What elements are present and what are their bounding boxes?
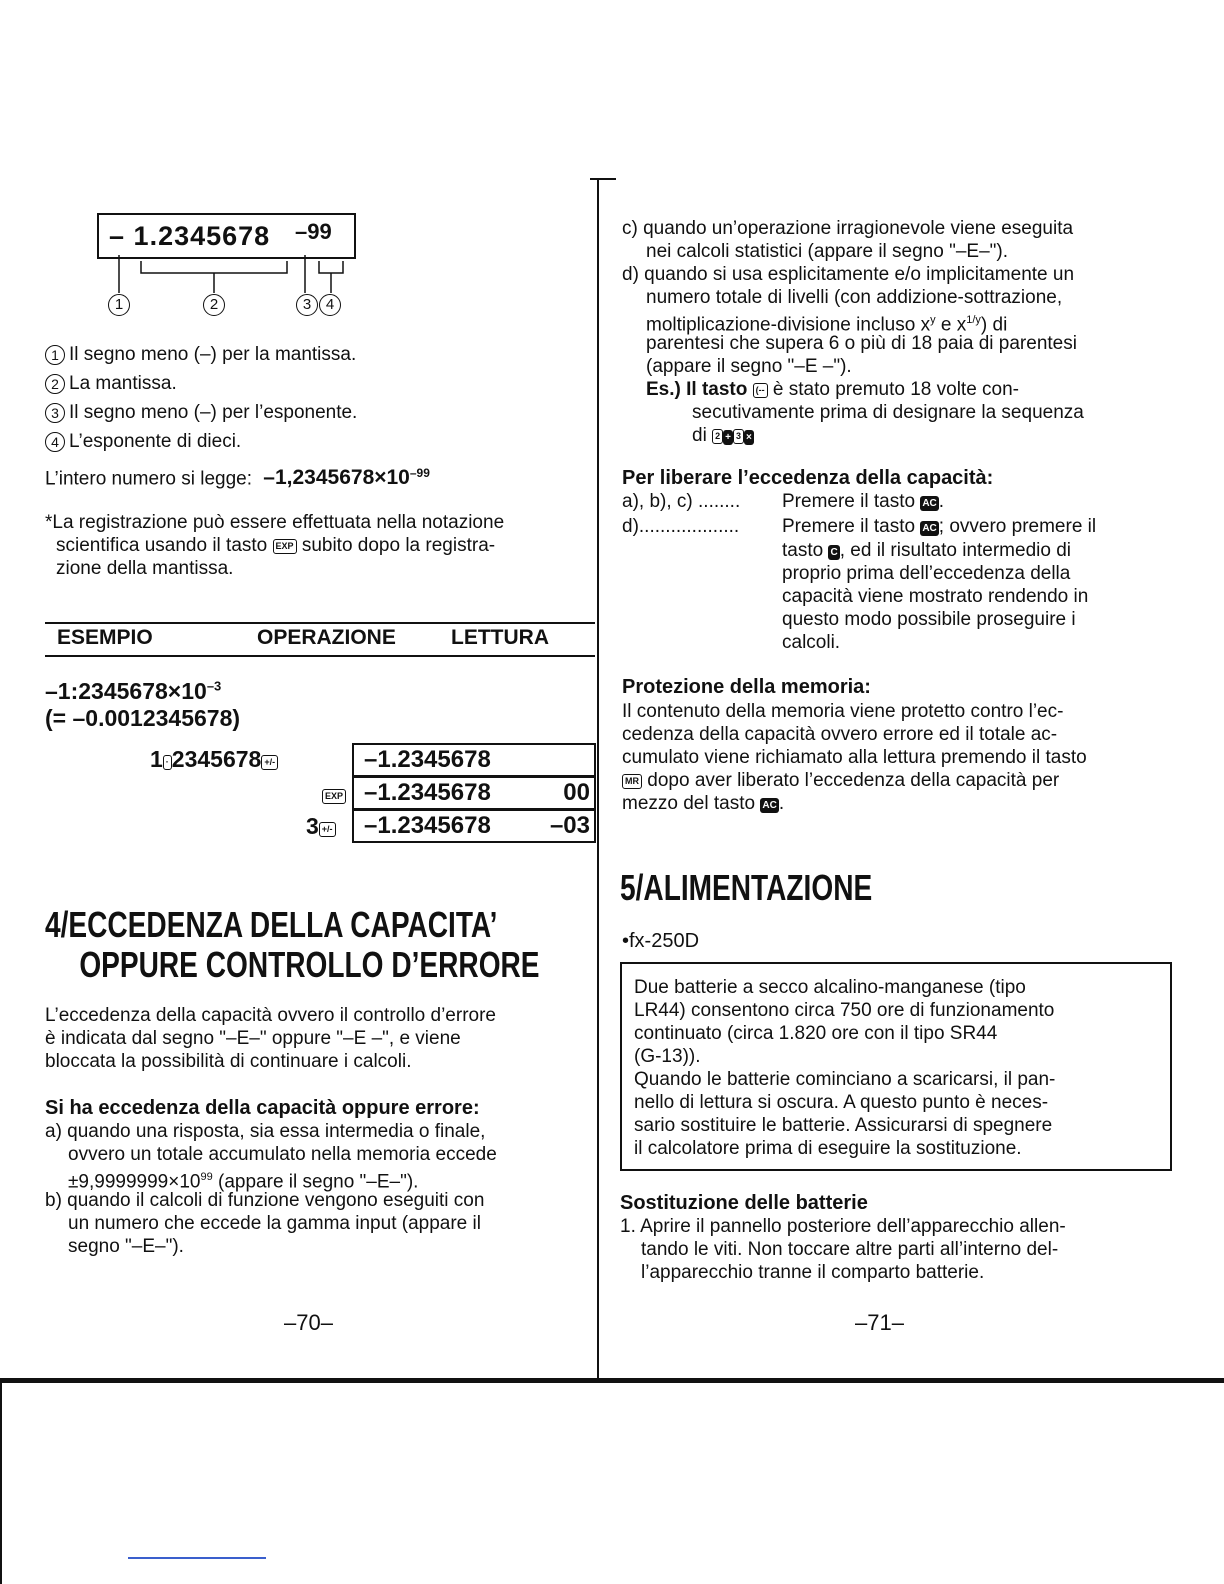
release-ab: a), b), c) ........ bbox=[622, 491, 741, 512]
result-display-1: –1.2345678 bbox=[352, 743, 596, 777]
memory-line-5: mezzo del tasto AC . bbox=[622, 793, 785, 814]
release-d-line-6: calcoli. bbox=[782, 632, 841, 653]
spine-top-tick bbox=[590, 178, 616, 180]
memory-line-1: Il contenuto della memoria viene protetto contro l’ec- bbox=[622, 701, 1064, 722]
key-3-icon: 3 bbox=[733, 429, 744, 444]
intro-line-2: è indicata dal segno "–E–" oppure "–E –", e viene bbox=[45, 1028, 461, 1049]
memory-heading: Protezione della memoria: bbox=[622, 676, 871, 698]
release-d-line-5: questo modo possibile proseguire i bbox=[782, 609, 1076, 630]
intro-line-3: bloccata la possibilità di continuare i calcoli. bbox=[45, 1051, 412, 1072]
table-row: 3 +/- bbox=[306, 813, 336, 840]
display-example bbox=[97, 213, 356, 259]
page-spine bbox=[597, 180, 599, 1380]
replace-step-1-line-3: l’apparecchio tranne il comparto batterie. bbox=[641, 1262, 985, 1283]
release-d-line-2: tasto C , ed il risultato intermedio di bbox=[782, 540, 1071, 561]
release-d: d)................... bbox=[622, 516, 740, 537]
release-d-line-3: proprio prima dell’eccedenza della bbox=[782, 563, 1071, 584]
result-display-3: –1.2345678 –03 bbox=[352, 809, 596, 843]
release-heading: Per liberare l’eccedenza della capacità: bbox=[622, 467, 994, 489]
display-mantissa: 1.2345678 bbox=[133, 221, 271, 251]
display-exp-sign: – bbox=[295, 219, 308, 244]
case-a-line-1: a) quando una risposta, sia essa intermedia o finale, bbox=[45, 1121, 486, 1142]
release-ab-text: Premere il tasto AC . bbox=[782, 491, 945, 512]
replace-step-1-line-1: 1. Aprire il pannello posteriore dell’apparecchio allen- bbox=[620, 1216, 1066, 1237]
note-line-2: scientifica usando il tasto EXP subito dopo la registra- bbox=[56, 535, 496, 556]
replace-heading: Sostituzione delle batterie bbox=[620, 1192, 868, 1214]
key-2-icon: 2 bbox=[712, 429, 723, 444]
case-d-line-1: d) quando si usa esplicitamente e/o implicitamente un bbox=[622, 264, 1075, 285]
c-key-icon: C bbox=[830, 547, 838, 558]
col-operation: OPERAZIONE bbox=[257, 626, 396, 649]
sign-key-icon: +/- bbox=[261, 755, 278, 770]
table-top-rule bbox=[45, 622, 595, 624]
blue-underline bbox=[128, 1557, 266, 1559]
case-d-line-4: parentesi che supera 6 o più di 18 paia di parentesi bbox=[646, 333, 1077, 354]
legend-1: 1 Il segno meno (–) per la mantissa. bbox=[45, 343, 356, 366]
table-header-rule bbox=[45, 655, 595, 657]
open-paren-key-icon: (-- bbox=[753, 383, 768, 398]
example-es-line-2: secutivamente prima di designare la sequenza bbox=[692, 402, 1084, 423]
ac-key-icon: AC bbox=[922, 523, 937, 534]
table-row bbox=[322, 780, 346, 807]
case-b-line-2: un numero che eccede la gamma input (appare il bbox=[68, 1213, 481, 1234]
section-title-4: 4/ECCEDENZA DELLA CAPACITA’ OPPURE CONTROLLO D’ERRORE bbox=[45, 904, 540, 985]
case-c-line-1: c) quando un’operazione irragionevole viene eseguita bbox=[622, 218, 1074, 239]
page-number-left: –70– bbox=[284, 1310, 333, 1335]
section-title-5: 5/ALIMENTAZIONE bbox=[620, 867, 873, 908]
plus-key-icon: + bbox=[725, 432, 731, 443]
legend-3: 3 Il segno meno (–) per l’esponente. bbox=[45, 401, 357, 424]
case-b-line-1: b) quando il calcoli di funzione vengono eseguiti con bbox=[45, 1190, 485, 1211]
page-number-right: –71– bbox=[855, 1310, 904, 1335]
page-left-border bbox=[0, 1380, 2, 1584]
legend-2: 2 La mantissa. bbox=[45, 372, 177, 395]
ac-key-icon: AC bbox=[922, 498, 937, 509]
exp-key-icon: EXP bbox=[322, 789, 346, 804]
case-d-line-2: numero totale di livelli (con addizione-sottrazione, bbox=[646, 287, 1063, 308]
ac-key-icon: AC bbox=[762, 800, 777, 811]
table-header bbox=[45, 626, 595, 654]
display-minus: – bbox=[109, 221, 126, 251]
cases-heading: Si ha eccedenza della capacità oppure errore: bbox=[45, 1097, 480, 1119]
case-d-line-5: (appare il segno "–E –"). bbox=[646, 356, 852, 377]
col-example: ESEMPIO bbox=[57, 626, 153, 649]
page-bottom-border bbox=[0, 1378, 1224, 1383]
release-d-line-1: Premere il tasto AC ; ovvero premere il bbox=[782, 516, 1097, 537]
case-a-line-2: ovvero un totale accumulato nella memoria eccede bbox=[68, 1144, 497, 1165]
release-d-line-4: capacità viene mostrato rendendo in bbox=[782, 586, 1089, 607]
example-es-line-3: di 2 + 3 × bbox=[692, 425, 752, 446]
legend-4: 4 L’esponente di dieci. bbox=[45, 430, 241, 453]
memory-line-2: cedenza della capacità ovvero errore ed il totale ac- bbox=[622, 724, 1058, 745]
result-display-2: –1.2345678 00 bbox=[352, 776, 596, 810]
mr-key-icon: MR bbox=[622, 774, 642, 789]
note-line-1: *La registrazione può essere effettuata nella notazione bbox=[45, 512, 505, 533]
intro-line-1: L’eccedenza della capacità ovvero il controllo d’errore bbox=[45, 1005, 496, 1026]
case-a-line-3: $\pm 9,9999999\times 10^{99}$ (appare il segno "–E–"). bbox=[68, 1171, 419, 1193]
multiply-key-icon: × bbox=[745, 432, 752, 443]
callout-2: 2 bbox=[203, 294, 225, 316]
decimal-key-icon: · bbox=[163, 755, 172, 770]
read-as: L’intero numero si legge: $-1,2345678\times 10^{-99}$ bbox=[45, 466, 430, 490]
case-c-line-2: nei calcoli statistici (appare il segno "–E–"). bbox=[646, 241, 1008, 262]
memory-line-4: MR dopo aver liberato l’eccedenza della capacità per bbox=[622, 769, 1059, 792]
battery-box: Due batterie a secco alcalino-manganese (tipo LR44) consentono circa 750 ore di funzionamento continuato (circa 1.820 ore con il tipo SR44 (G-13)). Quando le batterie cominciano a scaricarsi, il pan- nello di lettura si oscura. A questo punto è neces- sario sostituire le batterie. Assicurarsi di spegnere il calcolatore prima di eseguire la sostituzione. bbox=[620, 962, 1172, 1171]
callout-1: 1 bbox=[108, 294, 130, 316]
exp-key-icon: EXP bbox=[273, 539, 297, 554]
note-line-3: zione della mantissa. bbox=[56, 558, 234, 579]
callout-lines bbox=[95, 255, 365, 300]
example-es-line-1: Es.) Il tasto (-- è stato premuto 18 volte con- bbox=[646, 379, 1020, 400]
example-line-2: (= –0.0012345678) bbox=[45, 705, 241, 731]
display-exponent: 99 bbox=[307, 219, 332, 244]
table-row: 1 · 2345678 +/- bbox=[150, 746, 278, 773]
case-d-line-3: moltiplicazione-divisione incluso $x^y$ e $x^{1/y}$) di bbox=[646, 314, 1008, 336]
memory-line-3: cumulato viene richiamato alla lettura premendo il tasto bbox=[622, 747, 1087, 768]
replace-step-1-line-2: tando le viti. Non toccare altre parti all’interno del- bbox=[641, 1239, 1059, 1260]
callout-3: 3 bbox=[296, 294, 318, 316]
example-line-1: $-1:2345678\times 10^{-3}$ bbox=[45, 678, 222, 704]
callout-4: 4 bbox=[319, 294, 341, 316]
model-name: •fx-250D bbox=[622, 930, 700, 952]
case-b-line-3: segno "–E–"). bbox=[68, 1236, 184, 1257]
col-reading: LETTURA bbox=[451, 626, 549, 649]
sign-key-icon: +/- bbox=[319, 822, 336, 837]
